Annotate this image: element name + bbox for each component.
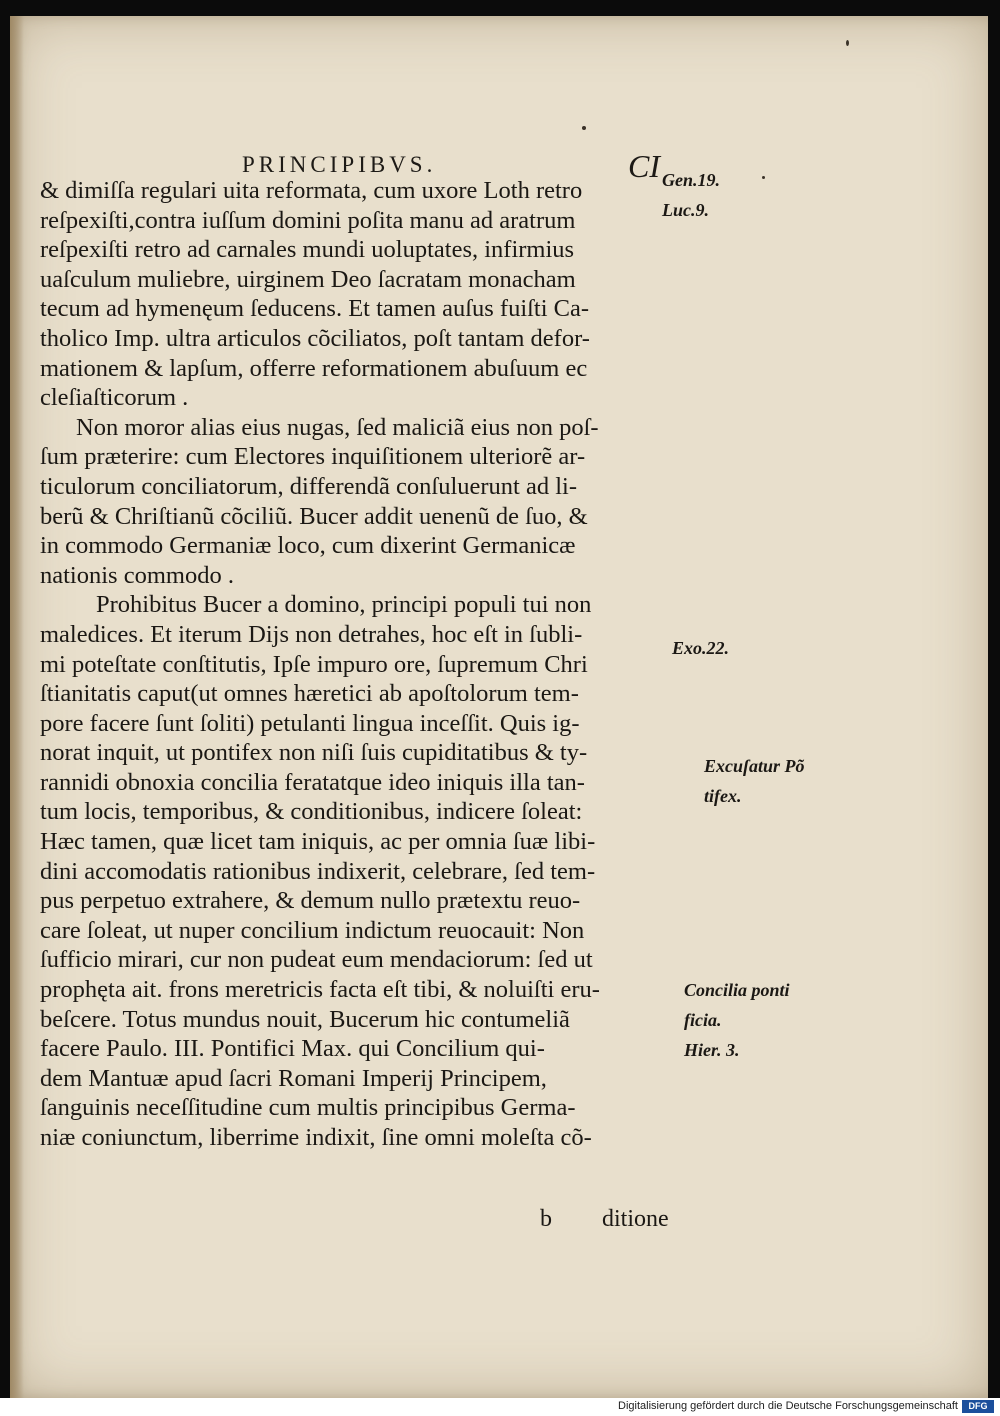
text-line: rannidi obnoxia concilia feratatque ideo iniquis illa tan- xyxy=(40,768,585,796)
folio-number: CI xyxy=(628,148,660,184)
text-line: dem Mantuæ apud ſacri Romani Imperij Principem, xyxy=(40,1064,547,1092)
text-line: tecum ad hymenęum ſeducens. Et tamen auſus fuiſti Ca- xyxy=(40,295,590,323)
text-line: maledices. Et iterum Dijs non detrahes, hoc eſt in ſubli- xyxy=(40,620,583,648)
margin-note: tifex. xyxy=(704,786,742,806)
page-edge-shadow xyxy=(10,16,24,1398)
text-line: in commodo Germaniæ loco, cum dixerint Germanicæ xyxy=(40,532,576,560)
text-line: ſufficio mirari, cur non pudeat eum mendaciorum: ſed ut xyxy=(40,946,593,974)
ink-speck xyxy=(762,176,765,179)
text-line: dini accomodatis rationibus indixerit, celebrare, ſed tem- xyxy=(40,857,596,885)
text-line: prophęta ait. frons meretricis facta eſt tibi, & noluiſti eru- xyxy=(40,976,600,1004)
text-line: beſcere. Totus mundus nouit, Bucerum hic contumeliã xyxy=(40,1005,570,1033)
footer-credit: Digitalisierung gefördert durch die Deutsche Forschungsgemeinschaft xyxy=(618,1400,958,1412)
margin-note: Exo.22. xyxy=(672,638,730,658)
margin-note: Gen.19. xyxy=(662,170,720,190)
text-line: pus perpetuo extrahere, & demum nullo prætextu reuo- xyxy=(40,887,581,915)
margin-note: Excuſatur Põ xyxy=(704,756,805,776)
text-line: reſpexiſti,contra iuſſum domini poſita manu ad aratrum xyxy=(40,206,576,234)
text-line: norat inquit, ut pontifex non niſi ſuis cupiditatibus & ty- xyxy=(40,739,588,767)
text-line: uaſculum muliebre, uirginem Deo ſacratam monacham xyxy=(40,265,576,293)
text-line: tholico Imp. ultra articulos cõciliatos, poſt tantam defor- xyxy=(40,324,590,352)
text-line: nationis commodo . xyxy=(40,561,234,589)
ink-speck xyxy=(846,40,849,46)
text-line: & dimiſſa regulari uita reformata, cum uxore Loth retro xyxy=(40,177,583,204)
text-line: care ſoleat, ut nuper concilium indictum reuocauit: Non xyxy=(40,916,585,944)
margin-note: Luc.9. xyxy=(662,200,709,220)
dfg-logo: DFG xyxy=(962,1400,994,1413)
catchword: ditione xyxy=(602,1206,669,1232)
text-line: facere Paulo. III. Pontifici Max. qui Concilium qui- xyxy=(40,1035,545,1063)
ink-speck xyxy=(582,126,586,130)
digitization-footer xyxy=(0,1398,1000,1416)
text-line: Prohibitus Bucer a domino, principi populi tui non xyxy=(96,591,592,619)
margin-note: Hier. 3. xyxy=(684,1040,740,1060)
text-line: Non moror alias eius nugas, ſed maliciã eius non poſ- xyxy=(76,413,599,441)
margin-note: ficia. xyxy=(684,1010,722,1030)
running-head: PRINCIPIBVS. xyxy=(242,152,437,177)
signature-mark: b xyxy=(540,1206,552,1232)
text-line: pore facere ſunt ſoliti) petulanti lingua inceſſit. Quis ig- xyxy=(40,709,580,737)
text-line: niæ coniunctum, liberrime indixit, ſine omni moleſta cõ- xyxy=(40,1124,592,1151)
text-line: reſpexiſti retro ad carnales mundi uoluptates, infirmius xyxy=(40,236,575,264)
text-line: ſum præterire: cum Electores inquiſitionem ulteriorẽ ar- xyxy=(40,443,586,471)
text-line: mi poteſtate conſtitutis, Ipſe impuro ore, ſupremum Chri xyxy=(40,650,588,678)
text-line: berũ & Chriſtianũ cõciliũ. Bucer addit uenenũ de ſuo, & xyxy=(40,502,588,530)
main-text-block xyxy=(40,176,690,1153)
text-line: ſanguinis neceſſitudine cum multis principibus Germa- xyxy=(40,1094,576,1122)
text-line: mationem & lapſum, offerre reformationem abuſuum ec xyxy=(40,354,588,382)
margin-note: Concilia ponti xyxy=(684,980,790,1000)
text-line: ſtianitatis caput(ut omnes hæretici ab apoſtolorum tem- xyxy=(40,680,579,708)
book-page xyxy=(10,16,988,1398)
text-line: Hæc tamen, quæ licet tam iniquis, ac per omnia ſuæ libi- xyxy=(40,828,596,856)
text-line: cleſiaſticorum . xyxy=(40,384,189,412)
text-line: ticulorum conciliatorum, differendã conſuluerunt ad li- xyxy=(40,472,578,500)
text-line: tum locis, temporibus, & conditionibus, indicere ſoleat: xyxy=(40,798,583,826)
